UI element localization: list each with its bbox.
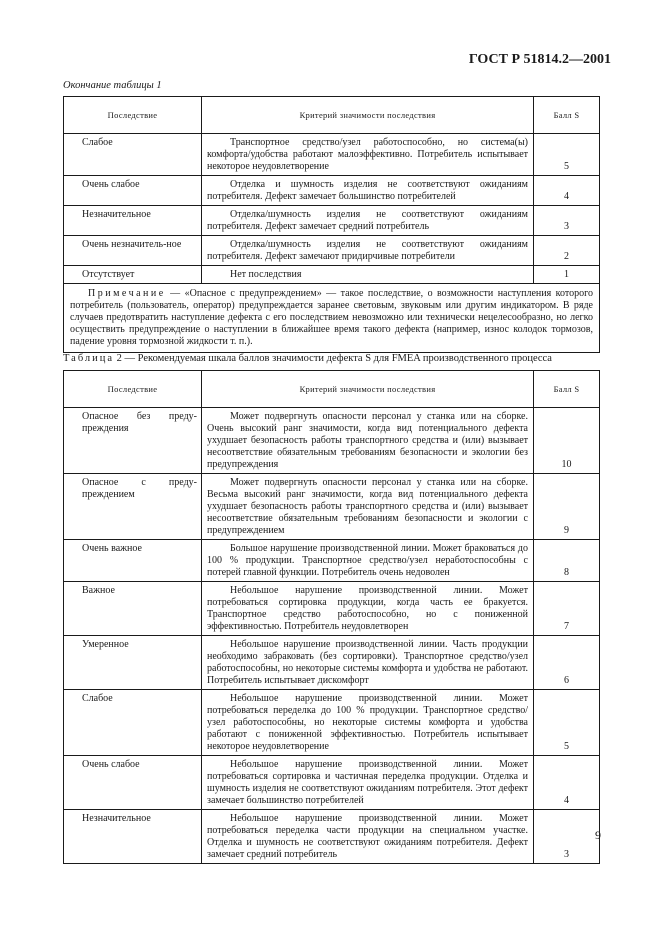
table-row [64, 810, 600, 864]
column-header-effect: Последствие [64, 97, 202, 134]
criterion-cell: Может подвергнуть опасности персонал у станка или на сборке. Весьма высокий ранг значимости, когда вид потенциального дефекта ухудшает безопасность работы транспортного средства и (или) вызывает несоответствие обязательным требованиям безопасности и экологии с предупреждением [202, 474, 534, 540]
table-row [64, 474, 600, 540]
column-header-score: Балл S [534, 97, 600, 134]
table2 [63, 370, 600, 864]
effect-cell: Умеренное [64, 636, 202, 690]
score-cell: 3 [534, 206, 600, 236]
note-label: Примечание [88, 288, 166, 299]
effect-cell: Очень слабое [64, 756, 202, 810]
table-row [64, 690, 600, 756]
score-cell: 10 [534, 408, 600, 474]
criterion-cell: Небольшое нарушение производственной линии. Может потребоваться переделка до 100 % продукции. Транспортное средство/узел работоспособны, но некоторые системы комфорта и удобства работают с пониженной эффективностью. Потребитель испытывает некоторое неудовлетворение [202, 690, 534, 756]
score-cell: 2 [534, 236, 600, 266]
effect-cell: Очень слабое [64, 176, 202, 206]
effect-cell: Опасное без преду-преждения [64, 408, 202, 474]
score-cell: 9 [534, 474, 600, 540]
table-row [64, 176, 600, 206]
score-cell: 3 [534, 810, 600, 864]
column-header-criterion: Критерий значимости последствия [202, 97, 534, 134]
table-row [64, 266, 600, 284]
criterion-cell: Небольшое нарушение производственной линии. Часть продукции необходимо забраковать (без сортировки). Транспортное средство/узел работоспособны, но некоторые системы комфорта и удобства не работают. Потребитель испытывает дискомфорт [202, 636, 534, 690]
score-cell: 5 [534, 690, 600, 756]
table2-caption [63, 353, 552, 364]
column-header-criterion: Критерий значимости последствия [202, 371, 534, 408]
table-note [64, 284, 600, 353]
effect-cell: Незначительное [64, 206, 202, 236]
table1-caption: Окончание таблицы 1 [63, 80, 162, 91]
criterion-cell: Отделка/шумность изделия не соответствуют ожиданиям потребителя. Дефект замечают придирчивые потребители [202, 236, 534, 266]
criterion-cell: Большое нарушение производственной линии. Может браковаться до 100 % продукции. Транспортное средство/узел неработоспособны с потерей главной функции. Потребитель очень недоволен [202, 540, 534, 582]
effect-cell: Отсутствует [64, 266, 202, 284]
column-header-effect: Последствие [64, 371, 202, 408]
standard-header: ГОСТ Р 51814.2—2001 [468, 52, 611, 67]
criterion-cell: Небольшое нарушение производственной линии. Может потребоваться переделка части продукции на специальном участке. Отделка и шумность не соответствуют ожиданиям потребителя. Дефект замечает средний потребитель [202, 810, 534, 864]
effect-cell: Очень важное [64, 540, 202, 582]
table-header-row [64, 97, 600, 134]
table1 [63, 96, 600, 353]
table2-caption-label: Таблица [63, 353, 115, 364]
page-number: 9 [595, 828, 601, 842]
effect-cell: Незначительное [64, 810, 202, 864]
table-row [64, 582, 600, 636]
effect-cell: Слабое [64, 134, 202, 176]
effect-cell: Очень незначитель-ное [64, 236, 202, 266]
table-row [64, 540, 600, 582]
table-row [64, 756, 600, 810]
table2-caption-text: 2 — Рекомендуемая шкала баллов значимости дефекта S для FMEA производственного процесса [114, 353, 552, 364]
effect-cell: Опасное с преду-преждением [64, 474, 202, 540]
criterion-cell: Транспортное средство/узел работоспособно, но система(ы) комфорта/удобства работают малоэффективно. Потребитель испытывает некоторое неудовлетворение [202, 134, 534, 176]
effect-cell: Важное [64, 582, 202, 636]
score-cell: 7 [534, 582, 600, 636]
criterion-cell: Отделка и шумность изделия не соответствуют ожиданиям потребителя. Дефект замечает большинство потребителей [202, 176, 534, 206]
score-cell: 4 [534, 756, 600, 810]
effect-cell: Слабое [64, 690, 202, 756]
score-cell: 8 [534, 540, 600, 582]
table-row [64, 134, 600, 176]
score-cell: 6 [534, 636, 600, 690]
table-row [64, 636, 600, 690]
criterion-cell: Небольшое нарушение производственной линии. Может потребоваться сортировка продукции, когда часть ее бракуется. Транспортное средство работоспособно, но с пониженной эффективностью. Потребитель неудовлетворен [202, 582, 534, 636]
table-row [64, 236, 600, 266]
table-note-row [64, 284, 600, 353]
score-cell: 1 [534, 266, 600, 284]
table-row [64, 206, 600, 236]
table-row [64, 408, 600, 474]
column-header-score: Балл S [534, 371, 600, 408]
criterion-cell: Нет последствия [202, 266, 534, 284]
criterion-cell: Отделка/шумность изделия не соответствуют ожиданиям потребителя. Дефект замечает средний потребитель [202, 206, 534, 236]
score-cell: 4 [534, 176, 600, 206]
score-cell: 5 [534, 134, 600, 176]
criterion-cell: Небольшое нарушение производственной линии. Может потребоваться сортировка и частичная переделка продукции. Отделка и шумность изделия не соответствуют ожиданиям потребителя. Этот дефект замечает большинство потребителей [202, 756, 534, 810]
table-header-row [64, 371, 600, 408]
note-text: — «Опасное с предупреждением» — такое последствие, о возможности наступления которого потребитель (пользователь, оператор) предупреждается заранее световым, звуковым или другим индикатором. В ряде случаев предотвратить наступление дефекта с его последствием невозможно или технически нецелесообразно, но легко осуществить предупреждение о наступлении в ближайшее время такого дефекта (например, износ колодок тормозов, падение уровня тормозной жидкости т. п.). [70, 288, 593, 347]
criterion-cell: Может подвергнуть опасности персонал у станка или на сборке. Очень высокий ранг значимости, когда вид потенциального дефекта ухудшает безопасность работы транспортного средства и (или) вызывает несоответствие обязательным требованиям безопасности и экологии без предупреждения [202, 408, 534, 474]
